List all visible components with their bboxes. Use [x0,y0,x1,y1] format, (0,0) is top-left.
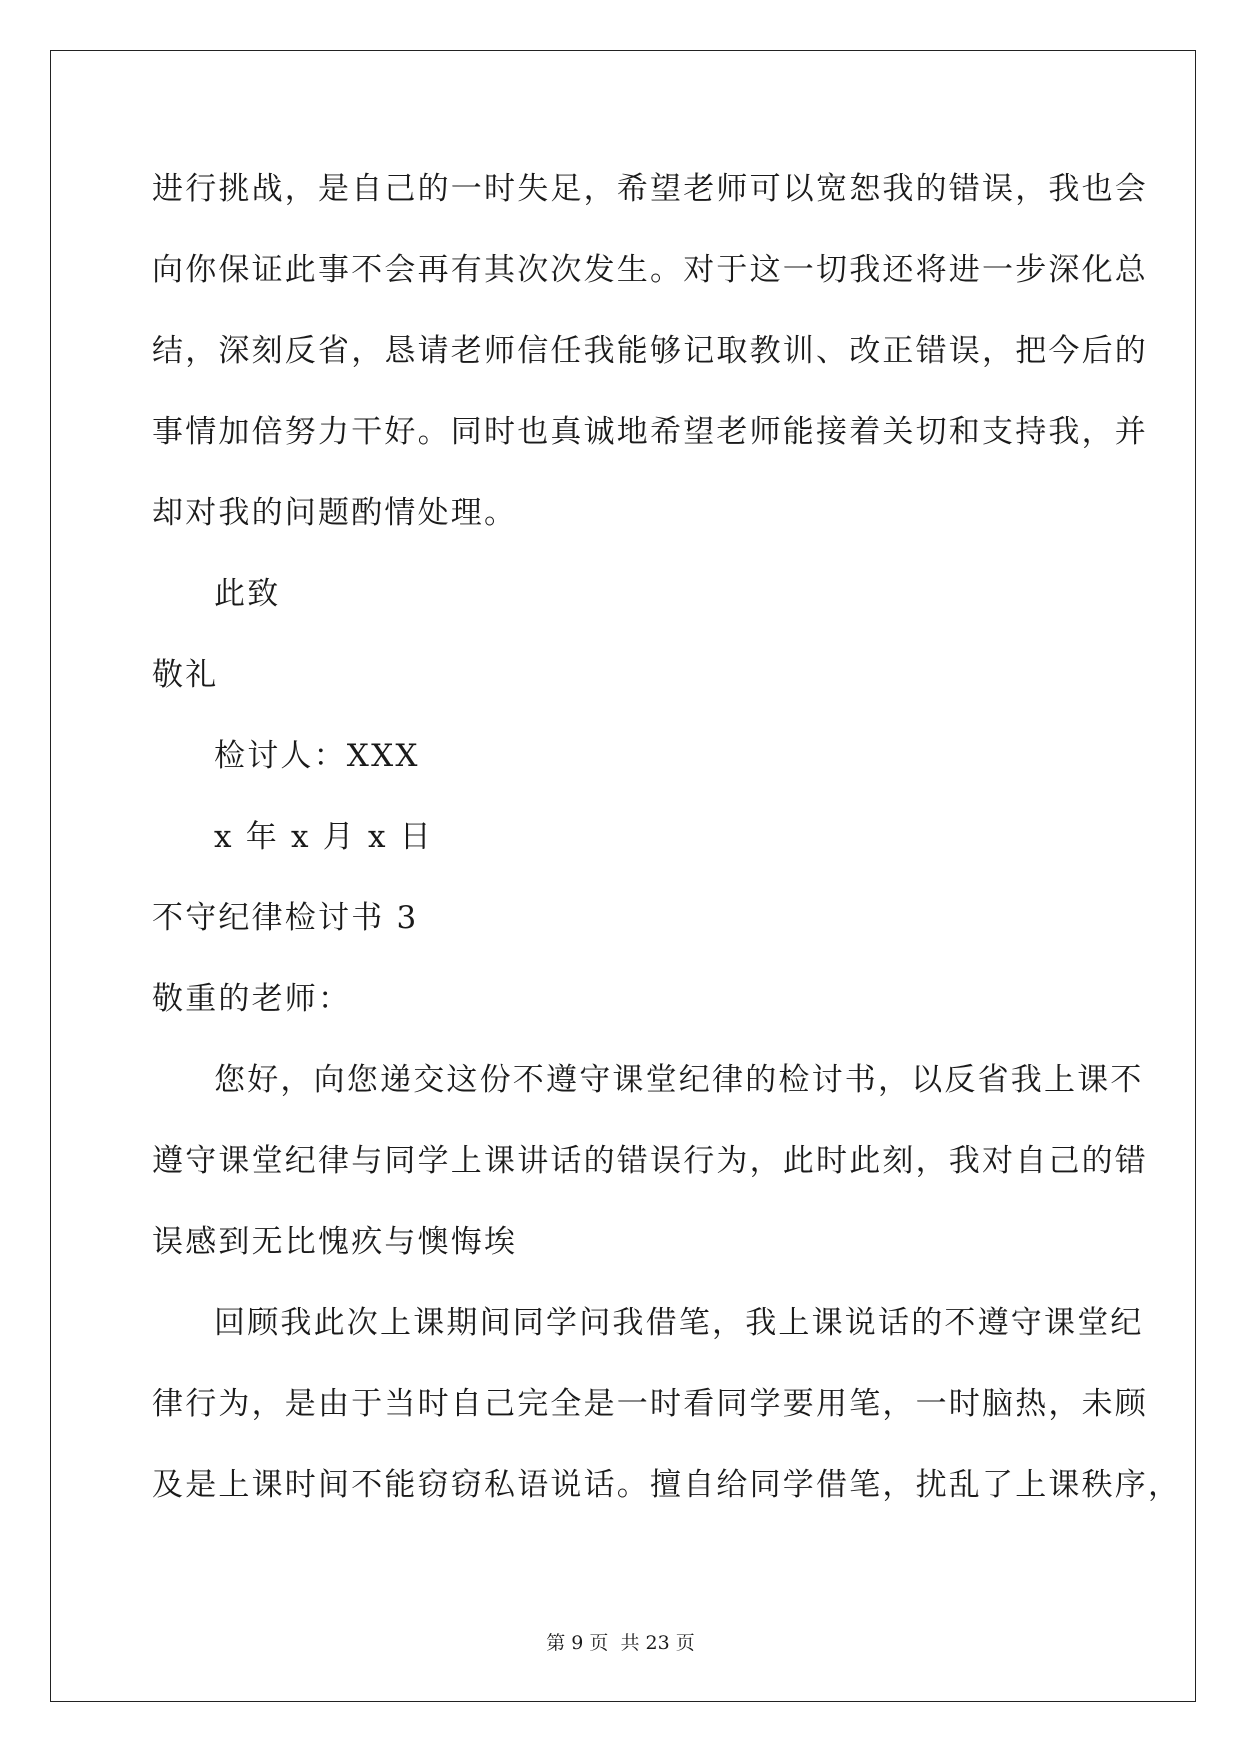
total-pages: 共 23 页 [620,1632,695,1654]
closing-greeting: 此致 [214,576,281,612]
text-line: 向你保证此事不会再有其次次发生。对于这一切我还将进一步深化总 [152,252,1148,288]
paragraph-line: 律行为，是由于当时自己完全是一时看同学要用笔，一时脑热，未顾 [152,1386,1148,1422]
paragraph-line: 回顾我此次上课期间同学问我借笔，我上课说话的不遵守课堂纪 [214,1305,1144,1341]
paragraph-line: 及是上课时间不能窃窃私语说话。擅自给同学借笔，扰乱了上课秩序， [152,1467,1182,1503]
page-number: 第 9 页 [546,1632,609,1654]
document-body [152,158,1182,1535]
paragraph-line: 您好，向您递交这份不遵守课堂纪律的检讨书，以反省我上课不 [214,1062,1144,1098]
paragraph-line: 误感到无比愧疚与懊悔埃 [152,1224,518,1260]
page-footer [0,1628,1241,1655]
text-line: 事情加倍努力干好。同时也真诚地希望老师能接着关切和支持我，并 [152,414,1148,450]
signature: 检讨人：XXX [214,738,420,774]
text-line: 却对我的问题酌情处理。 [152,495,518,531]
text-line: 结，深刻反省，恳请老师信任我能够记取教训、改正错误，把今后的 [152,333,1148,369]
section-title: 不守纪律检讨书 3 [152,900,419,936]
paragraph-line: 遵守课堂纪律与同学上课讲话的错误行为，此时此刻，我对自己的错 [152,1143,1148,1179]
text-line: 进行挑战，是自己的一时失足，希望老师可以宽恕我的错误，我也会 [152,171,1148,207]
addressee: 敬重的老师： [152,981,352,1017]
salute: 敬礼 [152,657,219,693]
date: x 年 x 月 x 日 [214,819,433,855]
